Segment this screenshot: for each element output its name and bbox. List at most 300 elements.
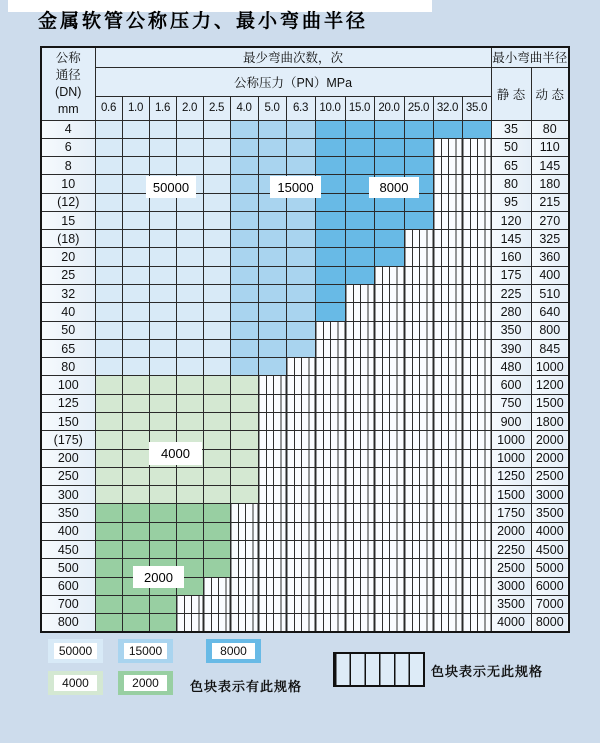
spec-cell (315, 157, 345, 175)
no-spec-cell (433, 559, 462, 577)
no-spec-cell (433, 339, 462, 357)
radius-dynamic-cell: 3000 (531, 486, 569, 504)
spec-cell (374, 230, 404, 248)
spec-cell (230, 431, 258, 449)
spec-cell (230, 285, 258, 303)
spec-cell (286, 138, 315, 156)
spec-cell (176, 230, 203, 248)
radius-dynamic-cell: 1800 (531, 413, 569, 431)
table-row (41, 376, 569, 394)
no-spec-cell (374, 540, 404, 558)
spec-cell (122, 431, 149, 449)
no-spec-cell (315, 449, 345, 467)
spec-cell (286, 339, 315, 357)
no-spec-cell (286, 394, 315, 412)
radius-static-cell: 350 (491, 321, 531, 339)
no-spec-cell (286, 431, 315, 449)
radius-dynamic-cell: 2000 (531, 431, 569, 449)
radius-static-cell: 1500 (491, 486, 531, 504)
no-spec-cell (345, 467, 374, 485)
no-spec-cell (404, 504, 433, 522)
spec-cell (230, 303, 258, 321)
no-spec-cell (433, 175, 462, 193)
no-spec-cell (374, 358, 404, 376)
dn-cell: 250 (41, 467, 95, 485)
radius-dynamic-cell: 4500 (531, 540, 569, 558)
spec-cell (95, 358, 122, 376)
radius-dynamic-cell: 845 (531, 339, 569, 357)
spec-cell (122, 138, 149, 156)
spec-cell (203, 376, 230, 394)
no-spec-cell (433, 413, 462, 431)
no-spec-cell (374, 413, 404, 431)
no-spec-cell (258, 467, 286, 485)
no-spec-cell (286, 559, 315, 577)
spec-cell (258, 230, 286, 248)
spec-cell (315, 285, 345, 303)
no-spec-cell (315, 467, 345, 485)
spec-cell (122, 595, 149, 613)
no-spec-cell (315, 394, 345, 412)
no-spec-cell (404, 467, 433, 485)
dn-cell: 200 (41, 449, 95, 467)
spec-cell (315, 138, 345, 156)
no-spec-cell (404, 413, 433, 431)
legend-swatch-label: 4000 (54, 675, 97, 691)
no-spec-cell (433, 431, 462, 449)
no-spec-cell (462, 486, 491, 504)
no-spec-cell (315, 376, 345, 394)
spec-cell (230, 394, 258, 412)
no-spec-cell (315, 577, 345, 595)
spec-cell (122, 614, 149, 632)
spec-cell (176, 486, 203, 504)
radius-dynamic-cell: 360 (531, 248, 569, 266)
spec-cell (286, 266, 315, 284)
radius-dynamic-cell: 7000 (531, 595, 569, 613)
dn-cell: (12) (41, 193, 95, 211)
no-spec-cell (462, 321, 491, 339)
spec-cell (315, 230, 345, 248)
spec-cell (122, 285, 149, 303)
radius-dynamic-cell: 8000 (531, 614, 569, 632)
spec-cell (95, 211, 122, 229)
pressure-value-header: 6.3 (286, 96, 315, 120)
pressure-values-row (41, 96, 569, 120)
no-spec-cell (404, 522, 433, 540)
spec-cell (203, 339, 230, 357)
no-spec-cell (404, 559, 433, 577)
no-spec-cell (462, 211, 491, 229)
radius-static-cell: 900 (491, 413, 531, 431)
table-row (41, 540, 569, 558)
no-spec-cell (258, 394, 286, 412)
spec-cell (230, 339, 258, 357)
dn-cell: 450 (41, 540, 95, 558)
spec-cell (149, 486, 176, 504)
legend-swatch-15000 (118, 639, 173, 663)
no-spec-cell (315, 321, 345, 339)
spec-cell (95, 376, 122, 394)
spec-cell (176, 540, 203, 558)
radius-dynamic-cell: 3500 (531, 504, 569, 522)
no-spec-cell (345, 321, 374, 339)
pressure-value-header: 1.6 (149, 96, 176, 120)
no-spec-cell (404, 321, 433, 339)
pressure-value-header: 32.0 (433, 96, 462, 120)
dn-header-line1: 公称 (55, 50, 81, 65)
band-label-2000: 2000 (133, 566, 184, 588)
no-spec-cell (404, 449, 433, 467)
spec-cell (374, 138, 404, 156)
no-spec-cell (345, 394, 374, 412)
spec-cell (95, 449, 122, 467)
no-spec-cell (345, 486, 374, 504)
spec-cell (122, 522, 149, 540)
spec-cell (122, 504, 149, 522)
table-row (41, 595, 569, 613)
spec-cell (203, 467, 230, 485)
band-label-4000: 4000 (149, 442, 202, 465)
legend-swatch-50000 (48, 639, 103, 663)
page-title: 金属软管公称压力、最小弯曲半径 (38, 10, 369, 32)
no-spec-cell (345, 559, 374, 577)
no-spec-cell (258, 431, 286, 449)
radius-dynamic-cell: 180 (531, 175, 569, 193)
no-spec-cell (404, 577, 433, 595)
no-spec-cell (258, 449, 286, 467)
spec-cell (95, 467, 122, 485)
dn-cell: 20 (41, 248, 95, 266)
table-row (41, 285, 569, 303)
no-spec-cell (286, 504, 315, 522)
dn-cell: 15 (41, 211, 95, 229)
no-spec-cell (462, 303, 491, 321)
spec-cell (230, 138, 258, 156)
static-header: 静 态 (491, 67, 531, 120)
no-spec-cell (404, 394, 433, 412)
radius-static-cell: 750 (491, 394, 531, 412)
no-spec-cell (286, 467, 315, 485)
no-spec-cell (433, 211, 462, 229)
spec-cell (230, 193, 258, 211)
radius-static-cell: 390 (491, 339, 531, 357)
radius-static-cell: 95 (491, 193, 531, 211)
no-spec-cell (286, 577, 315, 595)
spec-cell (122, 394, 149, 412)
spec-cell (122, 266, 149, 284)
no-spec-cell (230, 559, 258, 577)
dn-cell: (18) (41, 230, 95, 248)
dn-cell: 8 (41, 157, 95, 175)
no-spec-cell (286, 358, 315, 376)
spec-cell (176, 339, 203, 357)
no-spec-cell (286, 449, 315, 467)
table-row (41, 266, 569, 284)
spec-cell (258, 138, 286, 156)
spec-cell (203, 358, 230, 376)
spec-cell (203, 120, 230, 138)
table-row (41, 394, 569, 412)
spec-cell (95, 285, 122, 303)
spec-cell (203, 285, 230, 303)
spec-cell (149, 339, 176, 357)
spec-cell (149, 394, 176, 412)
spec-cell (230, 120, 258, 138)
spec-cell (230, 157, 258, 175)
spec-cell (345, 138, 374, 156)
table-row (41, 138, 569, 156)
spec-cell (176, 504, 203, 522)
spec-cell (95, 486, 122, 504)
no-spec-cell (462, 157, 491, 175)
spec-cell (95, 266, 122, 284)
dn-cell: (175) (41, 431, 95, 449)
spec-cell (230, 321, 258, 339)
spec-cell (230, 230, 258, 248)
dn-column-header (41, 47, 95, 120)
spec-cell (203, 321, 230, 339)
spec-cell (203, 266, 230, 284)
spec-cell (258, 211, 286, 229)
pressure-value-header: 4.0 (230, 96, 258, 120)
spec-cell (95, 394, 122, 412)
no-spec-cell (462, 540, 491, 558)
no-spec-cell (374, 303, 404, 321)
spec-cell (149, 248, 176, 266)
no-spec-cell (258, 577, 286, 595)
no-spec-cell (404, 486, 433, 504)
spec-cell (345, 120, 374, 138)
spec-cell (149, 266, 176, 284)
dn-header-line4: mm (57, 101, 79, 116)
spec-cell (286, 285, 315, 303)
no-spec-cell (433, 358, 462, 376)
dn-cell: 150 (41, 413, 95, 431)
no-spec-cell (433, 321, 462, 339)
spec-cell (149, 157, 176, 175)
spec-cell (404, 120, 433, 138)
no-spec-cell (462, 193, 491, 211)
pressure-value-header: 35.0 (462, 96, 491, 120)
spec-cell (345, 211, 374, 229)
spec-cell (149, 358, 176, 376)
spec-cell (95, 577, 122, 595)
radius-static-cell: 4000 (491, 614, 531, 632)
dn-cell: 600 (41, 577, 95, 595)
no-spec-cell (433, 193, 462, 211)
table-row (41, 321, 569, 339)
spec-cell (203, 449, 230, 467)
no-spec-cell (286, 413, 315, 431)
no-spec-cell (286, 522, 315, 540)
radius-dynamic-cell: 510 (531, 285, 569, 303)
no-spec-cell (462, 431, 491, 449)
no-spec-cell (286, 595, 315, 613)
no-spec-cell (345, 504, 374, 522)
spec-cell (345, 157, 374, 175)
spec-cell (149, 321, 176, 339)
spec-cell (345, 266, 374, 284)
no-spec-cell (404, 230, 433, 248)
no-spec-cell (374, 486, 404, 504)
radius-dynamic-cell: 1000 (531, 358, 569, 376)
legend-no-spec-text: 色块表示无此规格 (431, 664, 544, 679)
dn-cell: 400 (41, 522, 95, 540)
no-spec-cell (433, 486, 462, 504)
no-spec-cell (374, 376, 404, 394)
no-spec-cell (315, 358, 345, 376)
no-spec-cell (404, 358, 433, 376)
no-spec-cell (433, 230, 462, 248)
spec-cell (176, 266, 203, 284)
no-spec-cell (374, 394, 404, 412)
radius-dynamic-cell: 325 (531, 230, 569, 248)
spec-cell (315, 120, 345, 138)
table-row (41, 577, 569, 595)
no-spec-cell (315, 595, 345, 613)
no-spec-cell (258, 486, 286, 504)
pressure-value-header: 1.0 (122, 96, 149, 120)
legend-swatch-label: 8000 (212, 643, 255, 659)
dn-cell: 10 (41, 175, 95, 193)
no-spec-cell (286, 540, 315, 558)
no-spec-cell (345, 358, 374, 376)
spec-cell (433, 120, 462, 138)
spec-cell (149, 595, 176, 613)
dn-cell: 4 (41, 120, 95, 138)
no-spec-cell (462, 614, 491, 632)
no-spec-cell (315, 431, 345, 449)
no-spec-cell (374, 559, 404, 577)
table-row (41, 522, 569, 540)
no-spec-cell (203, 595, 230, 613)
no-spec-cell (433, 614, 462, 632)
radius-dynamic-cell: 400 (531, 266, 569, 284)
dn-cell: 6 (41, 138, 95, 156)
legend-swatch-label: 50000 (54, 643, 97, 659)
no-spec-cell (462, 413, 491, 431)
no-spec-cell (433, 394, 462, 412)
spec-cell (95, 157, 122, 175)
pressure-value-header: 0.6 (95, 96, 122, 120)
radius-static-cell: 35 (491, 120, 531, 138)
spec-cell (404, 211, 433, 229)
spec-cell (258, 248, 286, 266)
no-spec-cell (345, 522, 374, 540)
spec-cell (374, 120, 404, 138)
spec-cell (122, 157, 149, 175)
spec-cell (176, 211, 203, 229)
no-spec-cell (345, 449, 374, 467)
spec-cell (203, 211, 230, 229)
band-label-50000: 50000 (146, 176, 196, 198)
no-spec-cell (203, 577, 230, 595)
dn-cell: 800 (41, 614, 95, 632)
no-spec-cell (433, 266, 462, 284)
spec-cell (203, 431, 230, 449)
spec-cell (176, 522, 203, 540)
legend-no-spec-swatch (333, 652, 425, 687)
table-row (41, 486, 569, 504)
radius-dynamic-cell: 145 (531, 157, 569, 175)
no-spec-cell (176, 595, 203, 613)
spec-cell (95, 413, 122, 431)
no-spec-cell (433, 540, 462, 558)
no-spec-cell (345, 540, 374, 558)
no-spec-cell (433, 248, 462, 266)
spec-cell (95, 559, 122, 577)
table-row (41, 211, 569, 229)
table-row (41, 230, 569, 248)
no-spec-cell (230, 522, 258, 540)
no-spec-cell (315, 540, 345, 558)
spec-cell (122, 376, 149, 394)
no-spec-cell (315, 486, 345, 504)
no-spec-cell (462, 467, 491, 485)
spec-cell (122, 230, 149, 248)
radius-static-cell: 3500 (491, 595, 531, 613)
spec-cell (95, 614, 122, 632)
spec-cell (345, 230, 374, 248)
no-spec-cell (433, 285, 462, 303)
no-spec-cell (433, 577, 462, 595)
no-spec-cell (404, 248, 433, 266)
spec-cell (315, 266, 345, 284)
table-row (41, 248, 569, 266)
spec-cell (149, 211, 176, 229)
spec-cell (462, 120, 491, 138)
spec-cell (404, 157, 433, 175)
spec-cell (230, 248, 258, 266)
spec-cell (230, 358, 258, 376)
no-spec-cell (258, 522, 286, 540)
spec-cell (95, 303, 122, 321)
spec-cell (176, 120, 203, 138)
radius-dynamic-cell: 110 (531, 138, 569, 156)
spec-cell (230, 376, 258, 394)
spec-cell (203, 175, 230, 193)
radius-static-cell: 80 (491, 175, 531, 193)
no-spec-cell (203, 614, 230, 632)
no-spec-cell (258, 413, 286, 431)
spec-cell (315, 211, 345, 229)
spec-cell (122, 486, 149, 504)
spec-cell (286, 230, 315, 248)
no-spec-cell (374, 449, 404, 467)
spec-cell (149, 413, 176, 431)
radius-dynamic-cell: 800 (531, 321, 569, 339)
no-spec-cell (462, 595, 491, 613)
spec-cell (203, 394, 230, 412)
table-row (41, 157, 569, 175)
spec-cell (176, 394, 203, 412)
no-spec-cell (230, 614, 258, 632)
radius-static-cell: 65 (491, 157, 531, 175)
spec-cell (203, 138, 230, 156)
spec-cell (374, 248, 404, 266)
no-spec-cell (230, 595, 258, 613)
spec-cell (95, 595, 122, 613)
spec-cell (122, 211, 149, 229)
table-row (41, 559, 569, 577)
spec-cell (286, 248, 315, 266)
no-spec-cell (462, 285, 491, 303)
dn-cell: 500 (41, 559, 95, 577)
radius-dynamic-cell: 2500 (531, 467, 569, 485)
no-spec-cell (374, 467, 404, 485)
no-spec-cell (462, 559, 491, 577)
